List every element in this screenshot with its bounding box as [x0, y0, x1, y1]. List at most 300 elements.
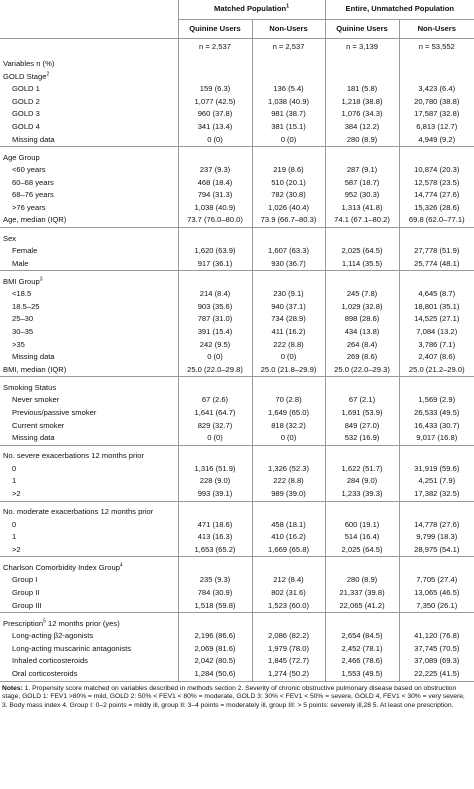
row-value: 181 (5.8)	[325, 83, 399, 96]
row-value: 280 (8.9)	[325, 574, 399, 587]
row-value: 1,653 (65.2)	[178, 544, 252, 557]
row-label: Inhaled corticosteroids	[12, 656, 88, 666]
row-label: >76 years	[12, 202, 46, 212]
row-label: 0	[12, 463, 17, 473]
empty-cell	[325, 147, 399, 165]
section-title	[0, 271, 178, 289]
row-label: Group III	[12, 600, 42, 610]
row-label: 18.5–25	[12, 301, 40, 311]
row-value: 411 (16.2)	[252, 326, 325, 339]
empty-cell	[399, 613, 474, 631]
row-value: 21,337 (39.8)	[325, 587, 399, 600]
empty-cell	[399, 228, 474, 246]
row-value: 269 (8.6)	[325, 351, 399, 364]
n-value: n = 2,537	[178, 39, 252, 57]
row-value: 159 (6.3)	[178, 83, 252, 96]
row-value: 993 (39.1)	[178, 488, 252, 501]
row-value: 1,038 (40.9)	[252, 96, 325, 109]
row-label: >35	[12, 339, 25, 349]
row-label: Missing data	[12, 433, 55, 443]
row-value: 18,801 (35.1)	[399, 301, 474, 314]
row-value: 2,466 (78.6)	[325, 655, 399, 668]
row-value: 1,523 (60.0)	[252, 600, 325, 613]
table-row	[0, 288, 474, 301]
row-value: 1,649 (65.0)	[252, 407, 325, 420]
table-row	[0, 475, 474, 488]
section-title	[0, 557, 178, 575]
row-value: 829 (32.7)	[178, 420, 252, 433]
row-value: 2,025 (64.5)	[325, 245, 399, 258]
row-label: 30–35	[12, 327, 34, 337]
section-title-text: Prescription	[3, 618, 44, 628]
section-header-row	[0, 557, 474, 575]
col-header-quinine-entire: Quinine Users	[325, 20, 399, 39]
row-value: 242 (9.5)	[178, 339, 252, 352]
row-label: 1	[12, 532, 17, 542]
row-value: 7,705 (27.4)	[399, 574, 474, 587]
footnote-marker: 5	[43, 618, 46, 625]
section-header-row	[0, 71, 474, 84]
row-value: 917 (36.1)	[178, 258, 252, 271]
table-body	[0, 56, 474, 681]
row-label: Missing data	[12, 134, 55, 144]
row-value: 787 (31.0)	[178, 314, 252, 327]
footnote-marker: 4	[119, 562, 123, 569]
empty-cell	[252, 377, 325, 395]
row-value: 381 (15.1)	[252, 121, 325, 134]
row-value: 468 (18.4)	[178, 177, 252, 190]
empty-cell	[252, 271, 325, 289]
row-value: 1,620 (63.9)	[178, 245, 252, 258]
row-value: 2,069 (81.6)	[178, 643, 252, 656]
table-row	[0, 108, 474, 121]
section-title-text: Smoking Status	[3, 383, 57, 393]
row-value: 1,518 (59.8)	[178, 600, 252, 613]
row-value: 0 (0)	[178, 351, 252, 364]
row-value: 903 (35.6)	[178, 301, 252, 314]
row-value: 4,949 (9.2)	[399, 134, 474, 147]
row-value: 37,745 (70.5)	[399, 643, 474, 656]
row-label: <18.5	[12, 289, 32, 299]
row-value: 510 (20.1)	[252, 177, 325, 190]
row-value: 940 (37.1)	[252, 301, 325, 314]
row-label: >2	[12, 488, 21, 498]
row-label: Long-acting β2-agonists	[12, 631, 94, 641]
table-row	[0, 488, 474, 501]
row-value: 2,086 (82.2)	[252, 630, 325, 643]
section-title-suffix: 12 months prior (yes)	[45, 618, 120, 628]
table-row	[0, 544, 474, 557]
row-value: 1,316 (51.9)	[178, 463, 252, 476]
row-value: 284 (9.0)	[325, 475, 399, 488]
empty-cell	[178, 445, 252, 463]
row-value: 25,774 (48.1)	[399, 258, 474, 271]
section-header-row	[0, 613, 474, 631]
row-value: 1,641 (64.7)	[178, 407, 252, 420]
empty-cell	[399, 147, 474, 165]
empty-cell	[325, 377, 399, 395]
row-value: 4,251 (7.9)	[399, 475, 474, 488]
row-label: 1	[12, 476, 17, 486]
n-value: n = 3,139	[325, 39, 399, 57]
row-value: 1,233 (39.3)	[325, 488, 399, 501]
row-value: 67 (2.6)	[178, 394, 252, 407]
empty-cell	[399, 271, 474, 289]
row-value: 16,433 (30.7)	[399, 420, 474, 433]
section-header-row	[0, 228, 474, 246]
row-value: 1,845 (72.7)	[252, 655, 325, 668]
table-row	[0, 245, 474, 258]
row-value: 7,350 (26.1)	[399, 600, 474, 613]
row-label: Oral corticosteroids	[0, 668, 178, 681]
row-value: 952 (30.3)	[325, 189, 399, 202]
row-value: 471 (18.6)	[178, 519, 252, 532]
table-row	[0, 339, 474, 352]
row-label: GOLD 4	[12, 121, 40, 131]
empty-cell	[399, 377, 474, 395]
row-value: 413 (16.3)	[178, 531, 252, 544]
row-value: 587 (18.7)	[325, 177, 399, 190]
empty-cell	[178, 377, 252, 395]
row-label: Previous/passive smoker	[12, 408, 97, 417]
row-value: 2,042 (80.5)	[178, 655, 252, 668]
col-header-nonusers-entire: Non-Users	[399, 20, 474, 39]
row-value: 222 (8.8)	[252, 475, 325, 488]
row-value: 12,578 (23.5)	[399, 177, 474, 190]
row-label: Female	[12, 246, 38, 256]
row-value: 228 (9.0)	[178, 475, 252, 488]
row-label: >2	[12, 544, 21, 554]
summary-value: 25.0 (22.0–29.3)	[325, 364, 399, 377]
empty-cell	[178, 271, 252, 289]
table-row	[0, 189, 474, 202]
section-header-row	[0, 271, 474, 289]
table-row	[0, 301, 474, 314]
row-value: 9,799 (18.3)	[399, 531, 474, 544]
notes-text: 1. Propensity score matched on variables described in methods section 2. Severity of chronic obstructive pulmonary disease based on obstruction stage, GOLD 1: FEV1 >80% = mild, GOLD 2: 50% < FEV1 < 80% = moderate, GOLD 3: 30% < FEV1 < 50% = severe, GOLD 4, FEV1 < 30% = very severe, 3. Body mass index 4. Group I: 0–2 points = mildly ill, group II: 3–4 points = moderately ill, group III: > 5 points: severely ill,28 5. At least one prescription.	[2, 684, 465, 709]
summary-value: 69.8 (62.0–77.1)	[399, 215, 474, 228]
row-value: 802 (31.6)	[252, 587, 325, 600]
row-value: 287 (9.1)	[325, 164, 399, 177]
row-value: 22,225 (41.5)	[399, 668, 474, 681]
row-value: 960 (37.8)	[178, 108, 252, 121]
empty-cell	[325, 445, 399, 463]
row-value: 7,084 (13.2)	[399, 326, 474, 339]
section-title	[0, 228, 178, 246]
table-row	[0, 668, 474, 681]
section-title-text: BMI Group	[3, 276, 40, 286]
variables-label: Variables n (%)	[3, 58, 55, 68]
summary-label: BMI, median (IQR)	[3, 364, 67, 374]
row-value: 2,407 (8.6)	[399, 351, 474, 364]
row-value: 22,065 (41.2)	[325, 600, 399, 613]
row-value: 1,979 (78.0)	[252, 643, 325, 656]
footnote-marker: 3	[39, 276, 43, 283]
entire-population-header: Entire, Unmatched Population	[325, 0, 474, 20]
row-value: 1,029 (32.8)	[325, 301, 399, 314]
row-value: 28,975 (54.1)	[399, 544, 474, 557]
row-label: Long-acting muscarinic antagonists	[12, 643, 132, 653]
table-row	[0, 463, 474, 476]
row-value: 0 (0)	[252, 432, 325, 445]
row-value: 898 (28.6)	[325, 314, 399, 327]
row-value: 37,089 (69.3)	[399, 655, 474, 668]
empty-cell	[399, 557, 474, 575]
row-value: 1,077 (42.5)	[178, 96, 252, 109]
matched-population-header: Matched Population$^1$	[178, 0, 325, 20]
summary-value: 25.0 (21.8–29.9)	[252, 364, 325, 377]
summary-row	[0, 364, 474, 377]
table-row	[0, 574, 474, 587]
section-header-row	[0, 377, 474, 395]
row-value: 136 (5.4)	[252, 83, 325, 96]
row-value: 70 (2.8)	[252, 394, 325, 407]
row-label: Group I	[12, 575, 38, 585]
section-header-row	[0, 147, 474, 165]
row-value: 818 (32.2)	[252, 420, 325, 433]
row-value: 458 (18.1)	[252, 519, 325, 532]
table-row	[0, 351, 474, 364]
summary-value: 25.0 (21.2–29.0)	[399, 364, 474, 377]
row-value: 10,874 (20.3)	[399, 164, 474, 177]
empty-cell	[178, 501, 252, 519]
row-value: 14,778 (27.6)	[399, 519, 474, 532]
section-title	[0, 377, 178, 395]
row-value: 0 (0)	[252, 134, 325, 147]
table-row	[0, 531, 474, 544]
row-value: 41,120 (76.8)	[399, 630, 474, 643]
table-row	[0, 432, 474, 445]
table-row	[0, 600, 474, 613]
empty-cell	[178, 557, 252, 575]
table-row	[0, 202, 474, 215]
row-value: 27,778 (51.9)	[399, 245, 474, 258]
empty-cell	[252, 501, 325, 519]
empty-cell	[252, 557, 325, 575]
section-title-text: No. severe exacerbations 12 months prior	[3, 451, 144, 461]
row-value: 14,525 (27.1)	[399, 314, 474, 327]
section-title-text: Charlson Comorbidity Index Group	[3, 563, 120, 573]
n-label-cell	[0, 39, 178, 57]
summary-value: 73.9 (66.7–80.3)	[252, 215, 325, 228]
row-value: 280 (8.9)	[325, 134, 399, 147]
row-value: 67 (2.1)	[325, 394, 399, 407]
empty-cell	[325, 271, 399, 289]
row-value: 784 (30.9)	[178, 587, 252, 600]
table-row	[0, 420, 474, 433]
row-value: 1,569 (2.9)	[399, 394, 474, 407]
row-value: 1,284 (50.6)	[178, 668, 252, 681]
row-value: 212 (8.4)	[252, 574, 325, 587]
table-notes	[0, 682, 474, 711]
row-value: 410 (16.2)	[252, 531, 325, 544]
row-value: 391 (15.4)	[178, 326, 252, 339]
col-header-quinine-matched: Quinine Users	[178, 20, 252, 39]
row-value: 434 (13.8)	[325, 326, 399, 339]
table-row	[0, 587, 474, 600]
section-title	[0, 71, 178, 84]
row-value: 1,326 (52.3)	[252, 463, 325, 476]
empty-cell	[325, 71, 399, 84]
row-label: Current smoker	[12, 420, 65, 430]
empty-cell	[399, 445, 474, 463]
row-label: 68–76 years	[12, 190, 54, 200]
row-value: 384 (12.2)	[325, 121, 399, 134]
col-header-nonusers-matched: Non-Users	[252, 20, 325, 39]
empty-cell	[252, 613, 325, 631]
row-label: 0	[12, 519, 17, 529]
row-value: 1,607 (63.3)	[252, 245, 325, 258]
section-header-row	[0, 445, 474, 463]
empty-cell	[178, 71, 252, 84]
table-row	[0, 177, 474, 190]
empty-cell	[178, 613, 252, 631]
row-label: 60–68 years	[12, 177, 54, 187]
row-value: 2,025 (64.5)	[325, 544, 399, 557]
empty-cell	[178, 228, 252, 246]
row-value: 1,218 (38.8)	[325, 96, 399, 109]
row-value: 1,274 (50.2)	[252, 668, 325, 681]
row-value: 0 (0)	[178, 432, 252, 445]
summary-value: 74.1 (67.1–80.2)	[325, 215, 399, 228]
section-title-text: GOLD Stage	[3, 71, 47, 81]
empty-cell	[325, 613, 399, 631]
row-label: Male	[12, 258, 29, 268]
row-value: 9,017 (16.8)	[399, 432, 474, 445]
row-value: 782 (30.8)	[252, 189, 325, 202]
row-label: Never smoker	[12, 395, 60, 405]
empty-cell	[178, 147, 252, 165]
section-title	[0, 445, 178, 463]
row-value: 2,654 (84.5)	[325, 630, 399, 643]
row-value: 20,780 (38.8)	[399, 96, 474, 109]
row-value: 3,786 (7.1)	[399, 339, 474, 352]
table-row	[0, 314, 474, 327]
n-value: n = 53,552	[399, 39, 474, 57]
table-row	[0, 134, 474, 147]
table-row	[0, 83, 474, 96]
corner-cell	[0, 0, 178, 20]
row-value: 0 (0)	[178, 134, 252, 147]
row-value: 1,691 (53.9)	[325, 407, 399, 420]
table-row	[0, 655, 474, 668]
row-value: 1,553 (49.5)	[325, 668, 399, 681]
row-value: 1,076 (34.3)	[325, 108, 399, 121]
table-row	[0, 121, 474, 134]
row-value: 3,423 (6.4)	[399, 83, 474, 96]
table-row	[0, 519, 474, 532]
row-value: 0 (0)	[252, 351, 325, 364]
corner-cell-2	[0, 20, 178, 39]
row-value: 734 (28.9)	[252, 314, 325, 327]
row-value: 17,382 (32.5)	[399, 488, 474, 501]
row-value: 17,587 (32.8)	[399, 108, 474, 121]
row-value: 235 (9.3)	[178, 574, 252, 587]
section-title	[0, 501, 178, 519]
table-row	[0, 407, 474, 420]
row-value: 532 (16.9)	[325, 432, 399, 445]
row-value: 989 (39.0)	[252, 488, 325, 501]
table-row	[0, 643, 474, 656]
row-value: 1,114 (35.5)	[325, 258, 399, 271]
row-value: 237 (9.3)	[178, 164, 252, 177]
row-value: 219 (8.6)	[252, 164, 325, 177]
row-label: GOLD 2	[12, 96, 40, 106]
row-value: 14,774 (27.6)	[399, 189, 474, 202]
row-value: 2,196 (86.6)	[178, 630, 252, 643]
footnote-marker: 2	[46, 71, 50, 77]
empty-cell	[252, 445, 325, 463]
section-title-text: Age Group	[3, 152, 40, 162]
row-value: 930 (36.7)	[252, 258, 325, 271]
empty-cell	[399, 501, 474, 519]
row-value: 1,026 (40.4)	[252, 202, 325, 215]
summary-label: Age, median (IQR)	[3, 215, 67, 225]
row-value: 4,645 (8.7)	[399, 288, 474, 301]
row-value: 1,038 (40.9)	[178, 202, 252, 215]
row-label: 25–30	[12, 314, 34, 324]
row-value: 1,669 (65.8)	[252, 544, 325, 557]
empty-cell	[325, 501, 399, 519]
row-value: 15,326 (28.6)	[399, 202, 474, 215]
empty-cell	[325, 228, 399, 246]
summary-value: 25.0 (22.0–29.8)	[178, 364, 252, 377]
section-title-text: Sex	[3, 233, 17, 243]
row-label: Group II	[12, 587, 40, 597]
empty-cell	[252, 71, 325, 84]
row-value: 794 (31.3)	[178, 189, 252, 202]
row-value: 341 (13.4)	[178, 121, 252, 134]
row-value: 31,919 (59.6)	[399, 463, 474, 476]
row-label: Missing data	[12, 352, 55, 362]
row-value: 600 (19.1)	[325, 519, 399, 532]
table-row	[0, 258, 474, 271]
empty-cell	[399, 71, 474, 84]
row-value: 26,533 (49.5)	[399, 407, 474, 420]
section-header-row	[0, 501, 474, 519]
table-row	[0, 164, 474, 177]
row-value: 849 (27.0)	[325, 420, 399, 433]
row-value: 2,452 (78.1)	[325, 643, 399, 656]
table-row	[0, 326, 474, 339]
row-label: GOLD 3	[12, 109, 40, 119]
row-value: 222 (8.8)	[252, 339, 325, 352]
table-row	[0, 394, 474, 407]
row-value: 13,065 (46.5)	[399, 587, 474, 600]
row-value: 981 (38.7)	[252, 108, 325, 121]
empty-cell	[252, 147, 325, 165]
summary-row	[0, 215, 474, 228]
section-title	[0, 147, 178, 165]
n-value: n = 2,537	[252, 39, 325, 57]
row-value: 245 (7.8)	[325, 288, 399, 301]
row-value: 230 (9.1)	[252, 288, 325, 301]
row-value: 1,313 (41.8)	[325, 202, 399, 215]
empty-cell	[325, 557, 399, 575]
row-label: <60 years	[12, 165, 46, 175]
row-value: 264 (8.4)	[325, 339, 399, 352]
section-title-text: No. moderate exacerbations 12 months prior	[3, 507, 154, 517]
empty-cell	[252, 228, 325, 246]
table-row	[0, 96, 474, 109]
row-value: 6,813 (12.7)	[399, 121, 474, 134]
summary-value: 73.7 (76.0–80.0)	[178, 215, 252, 228]
row-value: 514 (16.4)	[325, 531, 399, 544]
row-label: GOLD 1	[12, 84, 40, 94]
table-row	[0, 630, 474, 643]
row-value: 214 (8.4)	[178, 288, 252, 301]
row-value: 1,622 (51.7)	[325, 463, 399, 476]
